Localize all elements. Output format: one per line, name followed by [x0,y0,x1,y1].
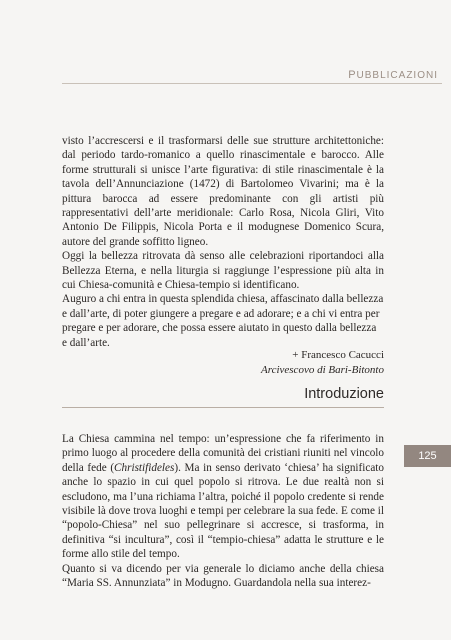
header-rule [62,83,442,84]
signature-block [261,348,384,378]
signature-role: Arcivescovo di Bari-Bitonto [260,364,384,376]
section-rule [62,407,384,408]
intro-paragraph-1 [62,432,384,562]
intro-p1-before: La Chiesa cammina nel tempo: un’espressione che fa riferimento in primo luogo al procedere della comunità dei cristiani riuniti nel vincolo della fede ( [62,433,384,474]
intro-p1-after: ). Ma in senso derivato ‘chiesa’ ha significato anche lo spazio in cui quel popolo si ritrova. Le due realtà non si escludono, ma l’una richiama l’altra, poiché il popolo credente si rende visibile là dove trova luoghi e tempi per celebrare la sua fede. E come il “popolo-Chiesa” nel suo pellegrinare si accresce, si trasforma, in definitiva “si incultura”, così il “tempio-chiesa” adatta le strutture e le forme allo stile del tempo. [62,461,384,561]
running-header [348,69,438,81]
signature-name: + Francesco Cacucci [292,349,384,361]
running-header-initial: P [348,69,357,81]
body-paragraph-1: visto l’accrescersi e il trasformarsi delle sue strutture architettoniche: dal periodo tardo-romanico a quello rinascimentale e barocco. Alle forme strutturali si unisce l’arte figurativa: di stile rinascimentale è la tavola dell’Annunciazione (1472) di Bartolomeo Vivarini; ma è la pittura barocca ad essere predominante con gli artisti più rappresentativi dell’arte meridionale: Carlo Rosa, Nicola Gliri, Vito Antonio De Filippis, Nicola Porta e il modugnese Domenico Scura, autore del grande soffitto ligneo. [62,135,384,248]
intro-p1-italic: Christifideles [114,461,175,474]
body-text [62,134,384,350]
section-title: Introduzione [304,386,384,402]
page-number-tab: 125 [404,445,451,467]
body-paragraph-2: Oggi la bellezza ritrovata dà senso alle celebrazioni riportandoci alla Bellezza Eterna, e nella liturgia si raggiunge l’espressione più alta in cui Chiesa-comunità e Chiesa-tempio si identificano. [62,250,384,292]
body-paragraph-3: Auguro a chi entra in questa splendida chiesa, affascinato dalla bellezza e dall’arte, di poter giungere a pregare e ad adorare; e a chi vi entra per pregare e per adorare, che possa essere aiutato in questo dalla bellezza e dall’arte. [62,293,384,349]
intro-paragraph-2: Quanto si va dicendo per via generale lo diciamo anche della chiesa “Maria SS. Annunziata” in Modugno. Guardandola nella sua interez- [62,562,384,590]
running-header-rest: UBBLICAZIONI [356,70,438,81]
intro-text [62,432,384,590]
